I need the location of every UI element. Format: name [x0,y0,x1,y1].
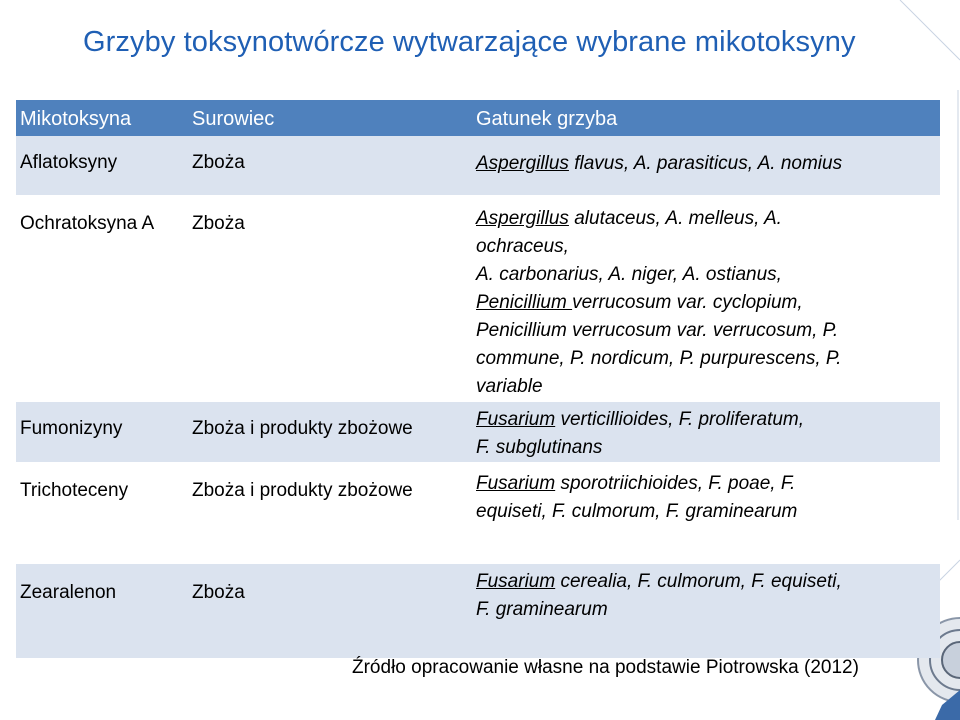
species-line [476,261,940,289]
species-line [476,568,940,596]
species-line [476,150,940,178]
source-cell: Zboża [184,195,470,402]
species-line [476,317,940,345]
species-text: A. carbonarius, A. niger, A. ostianus, [476,264,782,285]
species-cell [470,402,940,462]
toxin-cell: Fumonizyny [16,402,184,462]
species-line [476,373,940,401]
species-text: F. graminearum [476,599,608,620]
source-cell: Zboża i produkty zbożowe [184,462,470,564]
slide-title: Grzyby toksynotwórcze wytwarzające wybrane mikotoksyny [83,26,856,58]
toxin-cell: Trichoteceny [16,462,184,564]
species-line [476,406,940,434]
genus-name: Penicillium [476,292,573,313]
species-line [476,434,940,462]
toxin-cell: Zearalenon [16,564,184,658]
species-text: ochraceus, [476,236,569,257]
species-line [476,289,940,317]
species-text: F. subglutinans [476,437,603,458]
species-line [476,470,940,498]
genus-name: Aspergillus [476,208,569,229]
species-text: flavus, A. parasiticus, A. nomius [568,153,843,174]
genus-name: Aspergillus [476,153,569,174]
source-cell: Zboża [184,564,470,658]
toxin-cell: Aflatoksyny [16,136,184,195]
species-line [476,596,940,624]
source-cell: Zboża [184,136,470,195]
genus-name: Fusarium [476,571,556,592]
species-line [476,205,940,233]
species-text: variable [476,376,543,397]
header-species: Gatunek grzyba [470,100,940,136]
species-text: sporotriichioides, F. poae, F. [555,473,796,494]
species-text: equiseti, F. culmorum, F. graminearum [476,501,798,522]
source-note: Źródło opracowanie własne na podstawie Piotrowska (2012) [352,657,859,678]
species-text: verrucosum var. cyclopium, [572,292,803,313]
species-cell [470,136,940,195]
species-text: alutaceus, A. melleus, A. [568,208,782,229]
species-cell [470,564,940,658]
genus-name: Fusarium [476,473,556,494]
species-text: verticillioides, F. proliferatum, [555,409,805,430]
species-cell [470,195,940,402]
species-cell [470,462,940,564]
header-source: Surowiec [184,100,470,136]
toxin-cell: Ochratoksyna A [16,195,184,402]
source-cell: Zboża i produkty zbożowe [184,402,470,462]
species-line [476,233,940,261]
genus-name: Fusarium [476,409,556,430]
species-text: commune, P. nordicum, P. purpurescens, P. [476,348,842,369]
species-text: cerealia, F. culmorum, F. equiseti, [555,571,842,592]
species-text: Penicillium verrucosum var. verrucosum, P. [476,320,839,341]
header-toxin: Mikotoksyna [16,100,184,136]
species-line [476,498,940,526]
species-line [476,345,940,373]
